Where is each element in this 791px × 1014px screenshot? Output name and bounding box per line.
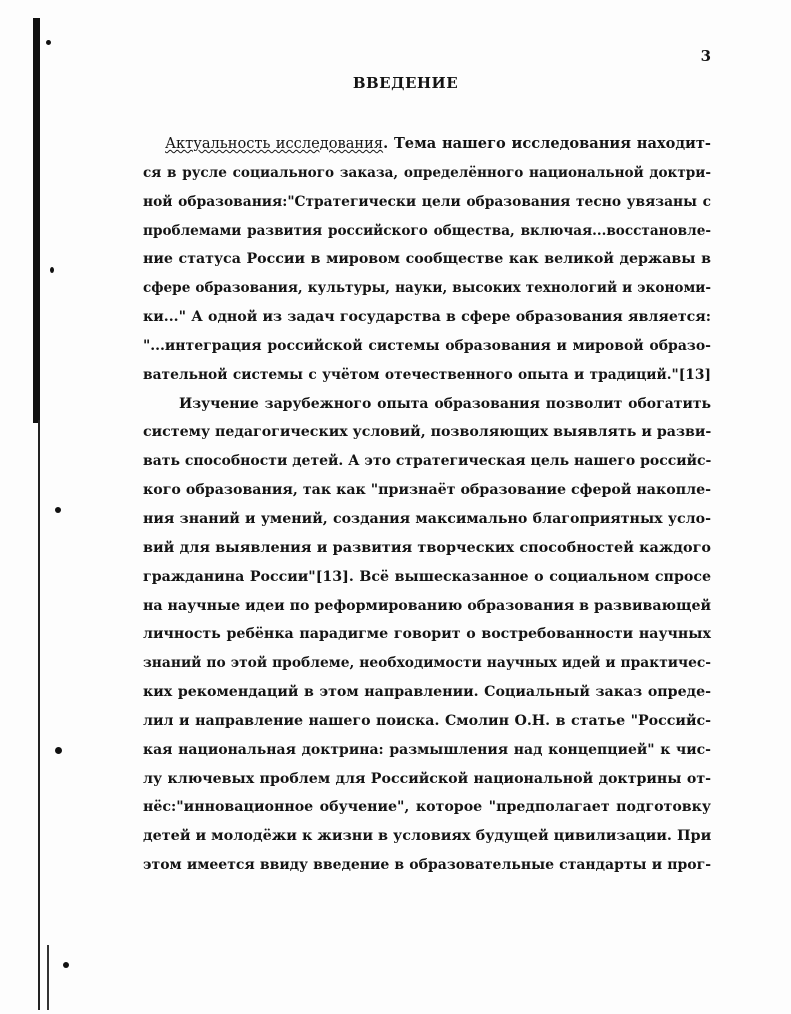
text-line: на научные идеи по реформированию образования в развивающей	[143, 597, 711, 614]
text-line: гражданина России"[13]. Всё вышесказанное о социальном спросе	[143, 568, 711, 585]
text-line: сфере образования, культуры, науки, высоких технологий и экономи-	[143, 280, 711, 297]
text-line: вий для выявления и развития творческих способностей каждого	[143, 538, 711, 556]
scan-speck	[46, 40, 51, 45]
text-line: кого образования, так как "признаёт образование сферой накопле-	[143, 482, 711, 499]
text-line: ной образования:"Стратегически цели образования тесно увязаны с	[143, 193, 711, 210]
text-line: вать способности детей. А это стратегическая цель нашего российс-	[143, 453, 712, 470]
text-line: знаний по этой проблеме, необходимости научных идей и практичес-	[143, 655, 711, 672]
text-line: нёс:"инновационное обучение", которое "предполагает подготовку	[143, 799, 711, 816]
text-line: ких рекомендаций в этом направлении. Социальный заказ опреде-	[143, 684, 711, 701]
text-line-content: Тема нашего исследования находит-	[393, 135, 711, 152]
page-title: ВВЕДЕНИЕ	[352, 74, 459, 92]
scan-edge-line-bottom	[47, 945, 49, 1010]
text-line: ся в русле социального заказа, определённого национальной доктри-	[143, 164, 711, 181]
section-label: Актуальность исследования	[165, 135, 384, 152]
scan-speck	[55, 507, 61, 513]
text-line: лил и направление нашего поиска. Смолин О.Н. в статье "Российс-	[143, 712, 711, 729]
text-line: вательной системы с учётом отечественного опыта и традиций."[13]	[143, 366, 711, 383]
text-line: ние статуса России в мировом сообществе как великой державы в	[143, 251, 711, 268]
text-line: кая национальная доктрина: размышления над концепцией" к чис-	[143, 741, 711, 758]
page-number: 3	[700, 47, 711, 65]
scan-edge-line	[38, 420, 40, 1010]
scan-speck	[55, 747, 62, 754]
text-line: личность ребёнка парадигме говорит о востребованности научных	[143, 626, 711, 643]
scan-speck	[63, 962, 69, 968]
text-line: проблемами развития российского общества, включая...восстановле-	[143, 222, 711, 239]
text-line: ки..." А одной из задач государства в сфере образования является:	[143, 309, 711, 326]
text-line: Изучение зарубежного опыта образования позволит обогатить	[179, 395, 711, 412]
text-line: ния знаний и умений, создания максимально благоприятных усло-	[143, 510, 711, 527]
text-line: "...интеграция российской системы образования и мировой образо-	[143, 337, 711, 354]
text-line: этом имеется ввиду введение в образовательные стандарты и прог-	[143, 857, 711, 874]
text-line: лу ключевых проблем для Российской национальной доктрины от-	[143, 770, 711, 787]
body-text	[143, 130, 711, 880]
text-line: детей и молодёжи к жизни в условиях будущей цивилизации. При	[143, 827, 712, 845]
text-line: Актуальность исследования. Тема нашего исследования находит-	[165, 135, 711, 152]
scan-speck	[50, 267, 54, 273]
text-line: систему педагогических условий, позволяющих выявлять и разви-	[143, 424, 712, 441]
